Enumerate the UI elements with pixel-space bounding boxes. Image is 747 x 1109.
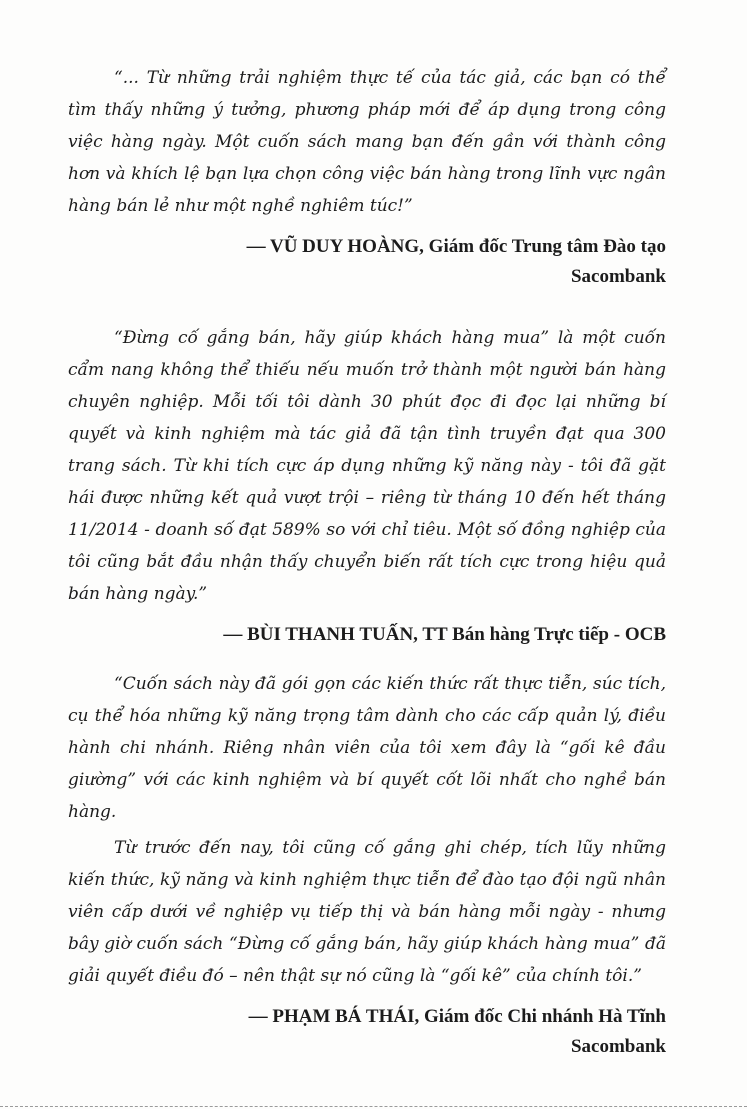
page-bottom-border <box>0 1106 747 1107</box>
testimonial-2 <box>68 322 666 650</box>
testimonial-1 <box>68 62 666 292</box>
testimonial-3-quote-paragraph-1: “Cuốn sách này đã gói gọn các kiến thức rất thực tiễn, súc tích, cụ thể hóa những kỹ năng trọng tâm dành cho các cấp quản lý, điều hành chi nhánh. Riêng nhân viên của tôi xem đây là “gối kê đầu giường” với các kinh nghiệm và bí quyết cốt lõi nhất cho nghề bán hàng. <box>68 674 666 822</box>
testimonial-3-author: — PHẠM BÁ THÁI, Giám đốc Chi nhánh Hà Tĩnh <box>248 1006 666 1027</box>
testimonial-2-author: — BÙI THANH TUẤN, TT Bán hàng Trực tiếp - OCB <box>223 624 666 645</box>
testimonial-3-attribution <box>68 1002 666 1062</box>
testimonial-3 <box>68 668 666 1062</box>
testimonial-2-attribution <box>68 620 666 650</box>
testimonial-3-quote-paragraph-2: Từ trước đến nay, tôi cũng cố gắng ghi chép, tích lũy những kiến thức, kỹ năng và kinh nghiệm thực tiễn để đào tạo đội ngũ nhân viên cấp dưới về nghiệp vụ tiếp thị và bán hàng mỗi ngày - nhưng bây giờ cuốn sách “Đừng cố gắng bán, hãy giúp khách hàng mua” đã giải quyết điều đó – nên thật sự nó cũng là “gối kê” của chính tôi.” <box>68 838 666 986</box>
testimonial-1-attribution <box>68 232 666 292</box>
book-page <box>68 62 666 1074</box>
testimonial-2-quote: “Đừng cố gắng bán, hãy giúp khách hàng mua” là một cuốn cẩm nang không thể thiếu nếu muốn trở thành một người bán hàng chuyên nghiệp. Mỗi tối tôi dành 30 phút đọc đi đọc lại những bí quyết và kinh nghiệm mà tác giả đã tận tình truyền đạt qua 300 trang sách. Từ khi tích cực áp dụng những kỹ năng này - tôi đã gặt hái được những kết quả vượt trội – riêng từ tháng 10 đến hết tháng 11/2014 - doanh số đạt 589% so với chỉ tiêu. Một số đồng nghiệp của tôi cũng bắt đầu nhận thấy chuyển biến rất tích cực trong hiệu quả bán hàng ngày.” <box>68 328 666 604</box>
testimonial-1-author: — VŨ DUY HOÀNG, Giám đốc Trung tâm Đào tạo <box>246 236 666 257</box>
testimonial-1-organization: Sacombank <box>570 266 666 287</box>
testimonial-1-quote: “... Từ những trải nghiệm thực tế của tác giả, các bạn có thể tìm thấy những ý tưởng, phương pháp mới để áp dụng trong công việc hàng ngày. Một cuốn sách mang bạn đến gần với thành công hơn và khích lệ bạn lựa chọn công việc bán hàng trong lĩnh vực ngân hàng bán lẻ như một nghề nghiêm túc!” <box>68 68 666 216</box>
testimonial-3-organization: Sacombank <box>570 1036 666 1057</box>
